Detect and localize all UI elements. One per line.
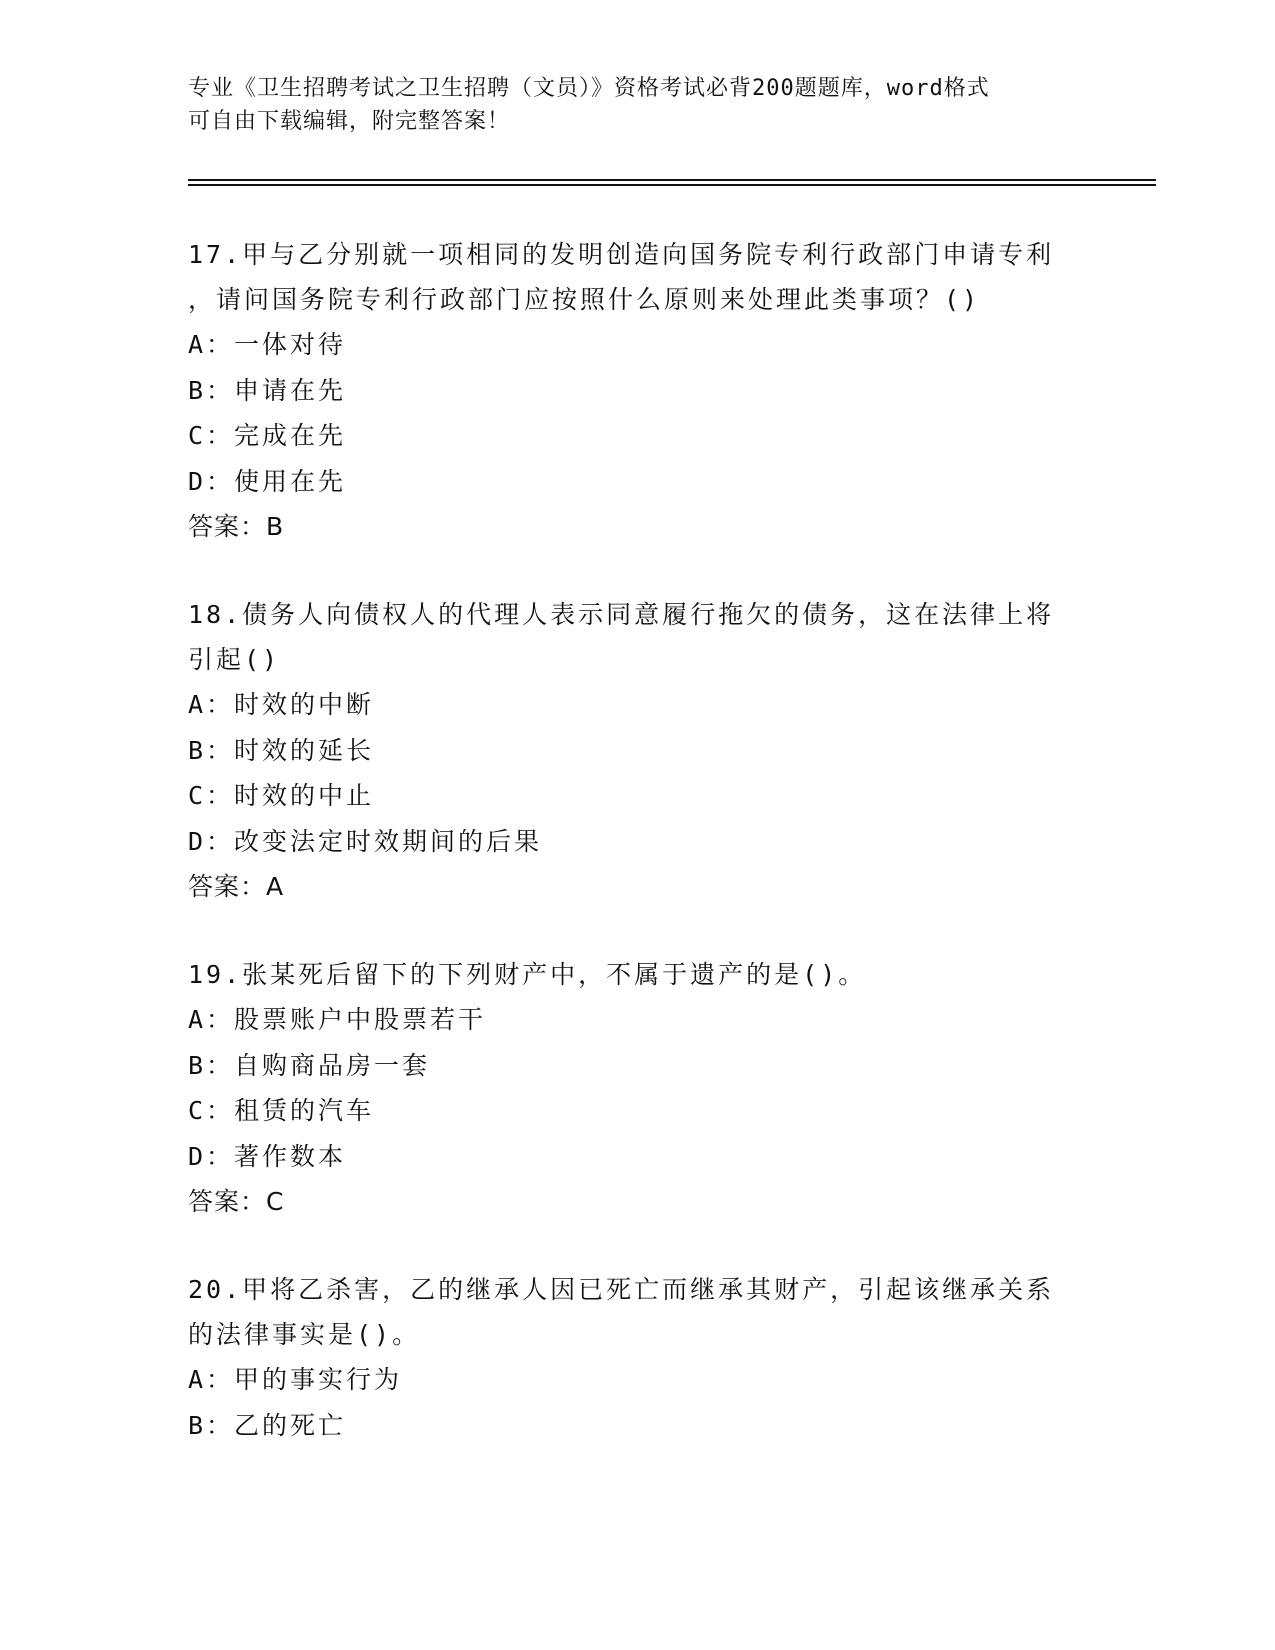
option-key: D： (188, 1141, 235, 1171)
option-key: A： (188, 1005, 235, 1034)
option-b (188, 368, 1088, 414)
answer: 答案：C (188, 1187, 285, 1216)
option-b (188, 1043, 1088, 1089)
question-stem: 19.张某死后留下的下列财产中，不属于遗产的是()。 (188, 960, 867, 989)
option-key: B： (188, 1050, 235, 1080)
option-text: 完成在先 (234, 421, 347, 450)
option-text: 著作数本 (234, 1141, 347, 1171)
option-a (188, 1357, 1088, 1403)
question-20 (188, 1267, 1088, 1448)
question-18 (188, 592, 1088, 910)
document-header (188, 72, 1068, 138)
option-text: 自购商品房一套 (234, 1050, 431, 1080)
header-title-line-2: 可自由下载编辑，附完整答案！ (188, 109, 511, 134)
option-text: 时效的中断 (234, 690, 375, 719)
option-c (188, 1088, 1088, 1134)
question-stem: 18.债务人向债权人的代理人表示同意履行拖欠的债务，这在法律上将 (188, 600, 1055, 629)
option-d (188, 819, 1088, 865)
option-key: B： (188, 735, 235, 765)
question-stem-continued: 引起() (188, 645, 281, 674)
option-d (188, 459, 1088, 505)
option-text: 甲的事实行为 (234, 1365, 403, 1394)
option-key: D： (188, 826, 235, 856)
option-key: D： (188, 466, 235, 496)
question-17 (188, 232, 1088, 550)
option-text: 租赁的汽车 (234, 1096, 375, 1125)
header-title-line-1: 专业《卫生招聘考试之卫生招聘（文员）》资格考试必背200题题库，word格式 (188, 76, 990, 101)
option-text: 时效的中止 (234, 781, 375, 810)
option-text: 申请在先 (234, 375, 347, 405)
option-d (188, 1134, 1088, 1180)
option-text: 股票账户中股票若干 (234, 1005, 487, 1034)
question-stem: 20.甲将乙杀害，乙的继承人因已死亡而继承其财产，引起该继承关系 (188, 1275, 1055, 1304)
option-key: A： (188, 330, 235, 359)
option-a (188, 682, 1088, 728)
option-text: 使用在先 (234, 466, 347, 496)
answer: 答案：A (188, 872, 285, 901)
option-text: 一体对待 (234, 330, 347, 359)
option-b (188, 728, 1088, 774)
question-stem: 17.甲与乙分别就一项相同的发明创造向国务院专利行政部门申请专利 (188, 240, 1055, 269)
option-text: 改变法定时效期间的后果 (234, 826, 543, 856)
question-stem-continued: 的法律事实是()。 (188, 1320, 421, 1349)
option-a (188, 322, 1088, 368)
option-key: B： (188, 375, 235, 405)
option-c (188, 773, 1088, 819)
option-key: C： (188, 781, 235, 810)
option-text: 乙的死亡 (234, 1410, 347, 1440)
answer: 答案：B (188, 512, 285, 541)
header-divider-top (188, 179, 1156, 181)
option-key: C： (188, 1096, 235, 1125)
option-key: A： (188, 690, 235, 719)
question-stem-continued: ，请问国务院专利行政部门应按照什么原则来处理此类事项？() (188, 285, 981, 314)
question-19 (188, 952, 1088, 1225)
option-c (188, 413, 1088, 459)
option-key: B： (188, 1410, 235, 1440)
option-key: C： (188, 421, 235, 450)
header-divider-bottom (188, 184, 1156, 186)
option-key: A： (188, 1365, 235, 1394)
option-a (188, 997, 1088, 1043)
option-text: 时效的延长 (234, 735, 375, 765)
option-b (188, 1403, 1088, 1449)
